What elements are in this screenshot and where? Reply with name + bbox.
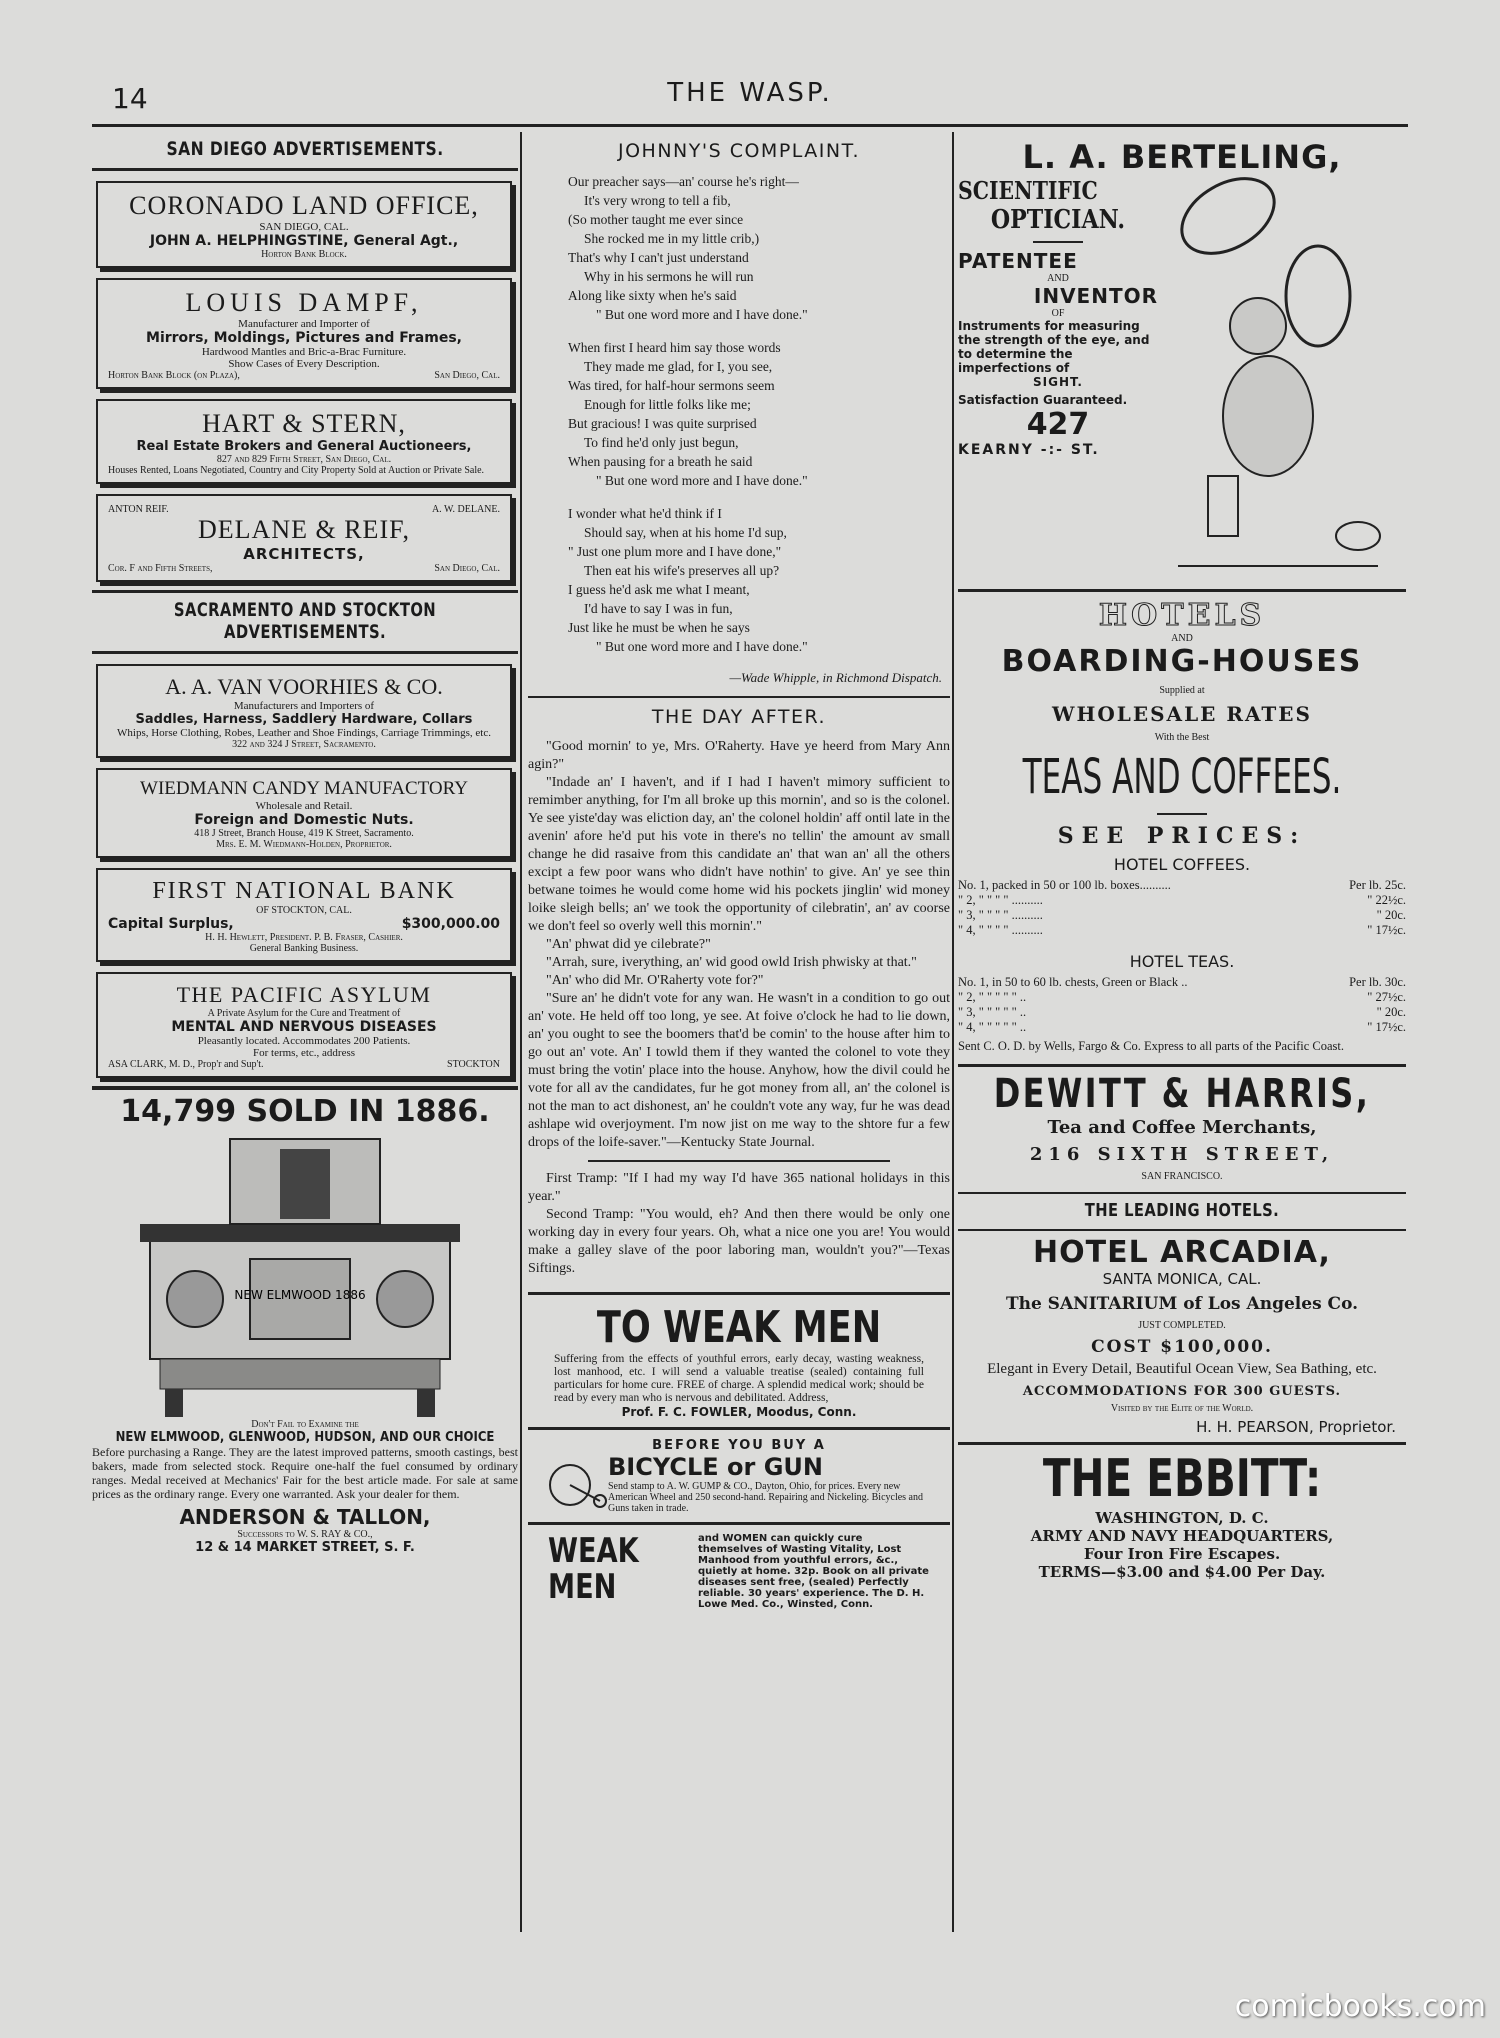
poem-line: " But one word more and I have done." — [596, 307, 808, 322]
ad-name: CORONADO LAND OFFICE, — [129, 191, 479, 220]
column-divider-2 — [952, 132, 954, 1932]
pacific-asylum-ad — [96, 972, 512, 1078]
berteling-sight: SIGHT. — [1033, 375, 1083, 389]
divider — [1033, 241, 1083, 243]
arcadia-line: ACCOMMODATIONS FOR 300 GUESTS. — [1022, 1384, 1342, 1399]
san-diego-heading: SAN DIEGO ADVERTISEMENTS. — [166, 138, 444, 160]
berteling-of: OF — [1051, 308, 1065, 319]
partner-name: ANTON REIF. — [108, 504, 169, 515]
poem-line: It's very wrong to tell a fib, — [584, 193, 731, 208]
dewitt-city: SAN FRANCISCO. — [1141, 1171, 1223, 1182]
ad-name: WIEDMANN CANDY MANUFACTORY — [140, 778, 468, 799]
stove-firm: ANDERSON & TALLON, — [179, 1505, 431, 1529]
story-body — [528, 738, 950, 1152]
poem-stanza — [568, 504, 950, 656]
boarding-houses: BOARDING-HOUSES — [1001, 644, 1363, 679]
ad-address: Horton Bank Block (on Plaza), — [108, 370, 240, 381]
poem-body — [528, 172, 950, 656]
poem-line: I'd have to say I was in fun, — [584, 601, 733, 616]
poem-line: They made me glad, for I, you see, — [584, 359, 773, 374]
poem-line: Why in his sermons he will run — [584, 269, 754, 284]
divider — [92, 168, 518, 171]
poem-line: Just like he must be when he says — [568, 620, 750, 635]
ad-address: ASA CLARK, M. D., Prop'r and Sup't. — [108, 1059, 264, 1070]
surplus-value: $300,000.00 — [401, 916, 500, 932]
poem-line: When first I heard him say those words — [568, 340, 781, 355]
hotel-coffees-title: HOTEL COFFEES. — [1113, 855, 1251, 874]
paragraph: Second Tramp: "You would, eh? And then there would be only one working day in every four years. Oh, what a nice one you are! You would make a galley slave of the poor laboring man, wouldn't you?"—Texas Siftings. — [528, 1207, 950, 1276]
dampf-ad — [96, 278, 512, 389]
stove-plate-label: NEW ELMWOOD 1886 — [234, 1288, 366, 1302]
poem-line: Our preacher says—an' course he's right— — [568, 174, 799, 189]
price-row — [958, 908, 1406, 923]
ad-name: A. A. VAN VOORHIES & CO. — [165, 674, 443, 699]
ad-line: A Private Asylum for the Cure and Treatment of — [207, 1008, 401, 1019]
price-row — [958, 893, 1406, 908]
dewitt-address: 216 SIXTH STREET, — [1029, 1144, 1335, 1165]
price-row — [958, 1005, 1406, 1020]
ad-line: Real Estate Brokers and General Auctioneers, — [136, 439, 472, 454]
ad-line: Pleasantly located. Accommodates 200 Patients. — [197, 1035, 411, 1047]
ad-address: Cor. F and Fifth Streets, — [108, 563, 213, 574]
ebbitt-line: Four Iron Fire Escapes. — [1083, 1545, 1281, 1563]
divider — [958, 589, 1406, 592]
price-row — [958, 990, 1406, 1005]
page-number: 14 — [112, 82, 148, 115]
berteling-name: L. A. BERTELING, — [1022, 138, 1342, 176]
paragraph: "Indade an' I haven't, and if I had I haven't mimory sufficient to remimber anything, for I'm all broke up this mornin', and so is the colonel. Ye see yiste'day was eliction day, an' the colonel holdin' aff ontil late in the avenin' afore he'd put his vote in there's no tellin' the amount av small change he did rasaive from this candidate an' that wan an' all the others excipt a few poor wans who didn't have nothin' to give. An' ye see thin betwane toimes he would come home wid his pockets jinglin' wid money loike sleigh bells; an' we took the opportunity of cilebratin', an' av coorse we don't feel so overly well this mornin'." — [528, 775, 950, 934]
poem-line: " Just one plum more and I have done," — [568, 544, 782, 559]
divider — [528, 696, 950, 698]
price-value: " 20c. — [1376, 1005, 1406, 1019]
berteling-body: Instruments for measuring the strength of the eye, and to determine the imperfections of — [958, 319, 1150, 375]
divider — [1157, 813, 1207, 815]
price-value: " 27½c. — [1367, 990, 1406, 1004]
berteling-number: 427 — [1026, 407, 1090, 442]
berteling-and: AND — [1047, 273, 1069, 284]
stove-successors: Successors to W. S. RAY & CO., — [237, 1529, 373, 1540]
paragraph: First Tramp: "If I had my way I'd have 365 national holidays in this year." — [528, 1171, 950, 1204]
divider — [588, 1160, 890, 1162]
price-item: " 4, " " " " " .. — [958, 1020, 1027, 1034]
weak-men-headline: TO WEAK MEN — [596, 1302, 882, 1353]
price-row — [958, 1020, 1406, 1035]
price-item: No. 1, packed in 50 or 100 lb. boxes.......... — [958, 878, 1171, 892]
ad-line: Mirrors, Moldings, Pictures and Frames, — [146, 330, 462, 346]
ebbitt-line: ARMY AND NAVY HEADQUARTERS, — [1030, 1527, 1334, 1545]
watermark: comicbooks.com — [1234, 1989, 1486, 2024]
berteling-line: INVENTOR — [1033, 284, 1158, 308]
poem-line: I guess he'd ask me what I meant, — [568, 582, 750, 597]
ad-agent: JOHN A. HELPHINGSTINE, General Agt., — [149, 233, 459, 249]
cooking-range-illustration — [140, 1129, 470, 1419]
column-right — [958, 132, 1406, 1581]
paragraph: "An' who did Mr. O'Raherty vote for?" — [546, 973, 764, 988]
surplus-label: Capital Surplus, — [108, 916, 234, 932]
teas-and-coffees: TEAS AND COFFEES. — [1022, 749, 1342, 805]
ad-line: Saddles, Harness, Saddlery Hardware, Collars — [135, 712, 473, 727]
poem-line: Then eat his wife's preserves all up? — [584, 563, 780, 578]
price-item: " 2, " " " " " .. — [958, 990, 1027, 1004]
dewitt-name: DEWITT & HARRIS, — [993, 1071, 1371, 1117]
ad-line: ARCHITECTS, — [243, 545, 365, 563]
stove-address: 12 & 14 MARKET STREET, S. F. — [195, 1540, 415, 1555]
ad-line: Manufacturer and Importer of — [238, 318, 370, 330]
berteling-line: PATENTEE — [958, 249, 1078, 273]
sacramento-heading: SACRAMENTO AND STOCKTON ADVERTISEMENTS. — [173, 599, 437, 643]
arcadia-line: SANTA MONICA, CAL. — [1102, 1270, 1262, 1288]
price-value: " 20c. — [1376, 908, 1406, 922]
ad-address: 418 J Street, Branch House, 419 K Street, Sacramento. — [194, 828, 414, 839]
price-item: " 3, " " " " " .. — [958, 1005, 1027, 1019]
poem-line: Should say, when at his home I'd sup, — [584, 525, 787, 540]
price-value: " 17½c. — [1367, 1020, 1406, 1034]
divider — [958, 1442, 1406, 1445]
price-value: Per lb. 30c. — [1349, 975, 1406, 989]
ad-line: Manufacturers and Importers of — [233, 700, 375, 712]
divider — [958, 1229, 1406, 1231]
ebbitt-line: TERMS—$3.00 and $4.00 Per Day. — [1038, 1563, 1326, 1581]
poem-stanza — [568, 172, 950, 324]
ad-line: Houses Rented, Loans Negotiated, Country and City Property Sold at Auction or Private Sale. — [108, 465, 485, 476]
ad-city: SAN DIEGO, CAL. — [259, 221, 349, 233]
berteling-street: KEARNY -:- ST. — [958, 442, 1100, 458]
hotels-and: AND — [1171, 633, 1193, 644]
van-voorhies-ad — [96, 664, 512, 758]
ebbitt-name: THE EBBITT: — [1042, 1449, 1322, 1509]
weak-men-2-headline: WEAK MEN — [548, 1531, 639, 1607]
column-middle — [528, 132, 950, 1610]
arcadia-line: The SANITARIUM of Los Angeles Co. — [1005, 1294, 1359, 1314]
wiedmann-ad — [96, 768, 512, 858]
ad-line: OF STOCKTON, CAL. — [256, 905, 352, 916]
ad-name: DELANE & REIF, — [198, 515, 410, 544]
arcadia-line: Visited by the Elite of the World. — [1110, 1403, 1254, 1414]
poem-line: That's why I can't just understand — [568, 250, 749, 265]
ad-address: 322 and 324 J Street, Sacramento. — [232, 739, 376, 750]
poem-line: " But one word more and I have done." — [596, 473, 808, 488]
stove-headline: 14,799 SOLD IN 1886. — [120, 1094, 490, 1129]
ad-line: General Banking Business. — [249, 943, 359, 954]
ad-line: Foreign and Domestic Nuts. — [194, 812, 414, 828]
cod-note: Sent C. O. D. by Wells, Fargo & Co. Express to all parts of the Pacific Coast. — [958, 1039, 1344, 1053]
ad-address: 827 and 829 Fifth Street, San Diego, Cal. — [216, 454, 392, 465]
header-rule — [92, 124, 1408, 127]
partner-name: A. W. DELANE. — [431, 504, 500, 515]
paragraph: "An' phwat did ye cilebrate?" — [546, 937, 711, 952]
ad-line: Hardwood Mantles and Bric-a-Brac Furniture. — [201, 346, 407, 358]
stove-line: Don't Fail to Examine the — [251, 1419, 359, 1430]
poem-line: Was tired, for half-hour sermons seem — [568, 378, 775, 393]
poem-line: Enough for little folks like me; — [584, 397, 751, 412]
poem-credit: —Wade Whipple, in Richmond Dispatch. — [729, 670, 942, 685]
paragraph: "Good mornin' to ye, Mrs. O'Raherty. Have ye heerd from Mary Ann agin?" — [528, 739, 950, 772]
ad-line: Show Cases of Every Description. — [228, 358, 380, 370]
first-national-bank-ad — [96, 868, 512, 962]
cherub-optician-illustration — [1158, 176, 1406, 581]
weak-men-2-body: and WOMEN can quickly cure themselves of Wasting Vitality, Lost Manhood from youthful errors, &c., quietly at home. 32p. Book on all private diseases sent free, (sealed) Perfectly reliable. 30 years' experience. The D. H. Lowe Med. Co., Winsted, Conn. — [698, 1533, 929, 1610]
poem-line: I wonder what he'd think if I — [568, 506, 722, 521]
ad-city: STOCKTON — [447, 1059, 500, 1070]
masthead-title: THE WASP. — [667, 78, 833, 108]
berteling-line: SCIENTIFIC — [958, 176, 1098, 205]
poem-line: When pausing for a breath he said — [568, 454, 753, 469]
dewitt-line: Tea and Coffee Merchants, — [1047, 1117, 1317, 1138]
price-item: " 3, " " " " .......... — [958, 908, 1043, 922]
column-divider-1 — [520, 132, 522, 1932]
paragraph: "Sure an' he didn't vote for any wan. He wasn't in a condition to go out an' vote. He held off too long, ye see. At foive o'clock he had to lie down, an' you ought to see the boomers that'd be comin' to the house after him to go out an' vote. An' I towld them if they wanted the colonel to vote they must bring the votin' place into the house. Anyhow, how the divil could he vote for all av the candidates, fur he got money from all, an' the colonel is not the man to act dishonest, an' he couldn't vote any way, fur he was dead ashlape wid overjoyment. I'm now jist on me way to the shtore fur a few drops of the loife-saver."—Kentucky State Journal. — [528, 991, 950, 1150]
price-row — [958, 878, 1406, 893]
ad-line: Mrs. E. M. Wiedmann-Holden, Proprietor. — [216, 839, 392, 850]
price-row — [958, 975, 1406, 990]
ad-name: FIRST NATIONAL BANK — [152, 878, 456, 904]
arcadia-line: JUST COMPLETED. — [1138, 1320, 1226, 1331]
ad-name: LOUIS DAMPF, — [185, 288, 423, 317]
bicycle-icon — [548, 1459, 608, 1509]
delane-reif-ad — [96, 494, 512, 582]
ad-line: H. H. Hewlett, President. P. B. Fraser, Cashier. — [205, 932, 403, 943]
weak-men-body: Suffering from the effects of youthful errors, early decay, wasting weakness, lost manhood, etc. I will send a valuable treatise (sealed) containing full particulars for home cure. FREE of charge. A splendid medical work; should be read by every man who is nervous and debilitated. Address, — [554, 1353, 924, 1404]
price-item: " 4, " " " " .......... — [958, 923, 1043, 937]
divider — [92, 651, 518, 654]
stove-body: Before purchasing a Range. They are the latest improved patterns, smooth castings, best bakers, made from selected stock. Require one-half the fuel consumed by ordinary ranges. Medal received at Mechanics' Fair for the best article made. For sale at same prices as the ordinary range. Every one warranted. Ask your dealer for them. — [92, 1445, 518, 1501]
ad-name: THE PACIFIC ASYLUM — [176, 982, 432, 1007]
bicycle-ad — [528, 1427, 950, 1514]
poem-stanza — [568, 338, 950, 490]
price-value: " 22½c. — [1367, 893, 1406, 907]
leading-hotels: THE LEADING HOTELS. — [1084, 1200, 1280, 1221]
stove-models: NEW ELMWOOD, GLENWOOD, HUDSON, AND OUR CHOICE — [115, 1430, 495, 1445]
with-the-best: With the Best — [1154, 732, 1210, 743]
see-prices: SEE PRICES: — [1057, 823, 1307, 849]
poem-line: She rocked me in my little crib,) — [584, 231, 760, 246]
price-value: " 17½c. — [1367, 923, 1406, 937]
weak-men-sign: Prof. F. C. FOWLER, Moodus, Conn. — [621, 1405, 857, 1419]
column-left — [92, 132, 518, 1555]
coffee-price-list — [958, 878, 1406, 938]
ad-city: San Diego, Cal. — [434, 370, 500, 381]
price-row — [958, 923, 1406, 938]
poem-line: (So mother taught me ever since — [568, 212, 744, 227]
ad-address: Horton Bank Block. — [261, 249, 347, 260]
ad-line: Wholesale and Retail. — [255, 800, 353, 812]
coronado-ad — [96, 181, 512, 268]
ebbitt-line: WASHINGTON, D. C. — [1095, 1509, 1269, 1527]
price-value: Per lb. 25c. — [1349, 878, 1406, 892]
poem-line: But gracious! I was quite surprised — [568, 416, 757, 431]
ad-line: MENTAL AND NERVOUS DISEASES — [171, 1019, 437, 1035]
weak-men-ad — [528, 1292, 950, 1419]
ad-line: Whips, Horse Clothing, Robes, Leather and Shoe Findings, Carriage Trimmings, etc. — [117, 727, 491, 739]
divider — [958, 1064, 1406, 1067]
weak-men-2-ad — [528, 1522, 950, 1610]
supplied-at: Supplied at — [1159, 685, 1205, 696]
bicycle-body: Send stamp to A. W. GUMP & CO., Dayton, Ohio, for prices. Every new American Wheel and 250 second-hand. Repairing and Nickeling. Bicycles and Guns taken in trade. — [608, 1481, 923, 1514]
tea-price-list — [958, 975, 1406, 1035]
arcadia-cost: COST $100,000. — [1091, 1337, 1273, 1357]
story-title: THE DAY AFTER. — [651, 706, 827, 728]
arcadia-name: HOTEL ARCADIA, — [1033, 1235, 1331, 1270]
divider — [92, 590, 518, 593]
ad-line: For terms, etc., address — [252, 1047, 356, 1059]
hotel-teas-title: HOTEL TEAS. — [1129, 952, 1235, 971]
paragraph: "Arrah, sure, iverything, an' wid good owld Irish phwisky at that." — [546, 955, 917, 970]
poem-title: JOHNNY'S COMPLAINT. — [618, 140, 860, 162]
berteling-guarantee: Satisfaction Guaranteed. — [958, 393, 1128, 407]
ad-name: HART & STERN, — [202, 409, 406, 438]
wholesale-rates: WHOLESALE RATES — [1052, 702, 1312, 726]
divider — [92, 1086, 518, 1090]
arcadia-line: Elegant in Every Detail, Beautiful Ocean View, Sea Bathing, etc. — [987, 1361, 1377, 1377]
hotels-headline: HOTELS — [1098, 598, 1266, 633]
divider — [958, 1192, 1406, 1194]
poem-line: Along like sixty when he's said — [568, 288, 737, 303]
berteling-line: OPTICIAN. — [990, 205, 1126, 235]
price-item: No. 1, in 50 to 60 lb. chests, Green or Black .. — [958, 975, 1188, 989]
bicycle-headline: BICYCLE or GUN — [608, 1453, 823, 1481]
ad-city: San Diego, Cal. — [434, 563, 500, 574]
poem-line: " But one word more and I have done." — [596, 639, 808, 654]
tramps-body — [528, 1170, 950, 1278]
poem-line: To find he'd only just begun, — [584, 435, 739, 450]
hart-stern-ad — [96, 399, 512, 484]
price-item: " 2, " " " " .......... — [958, 893, 1043, 907]
bicycle-top: BEFORE YOU BUY A — [652, 1438, 826, 1453]
arcadia-proprietor: H. H. PEARSON, Proprietor. — [1196, 1418, 1396, 1436]
